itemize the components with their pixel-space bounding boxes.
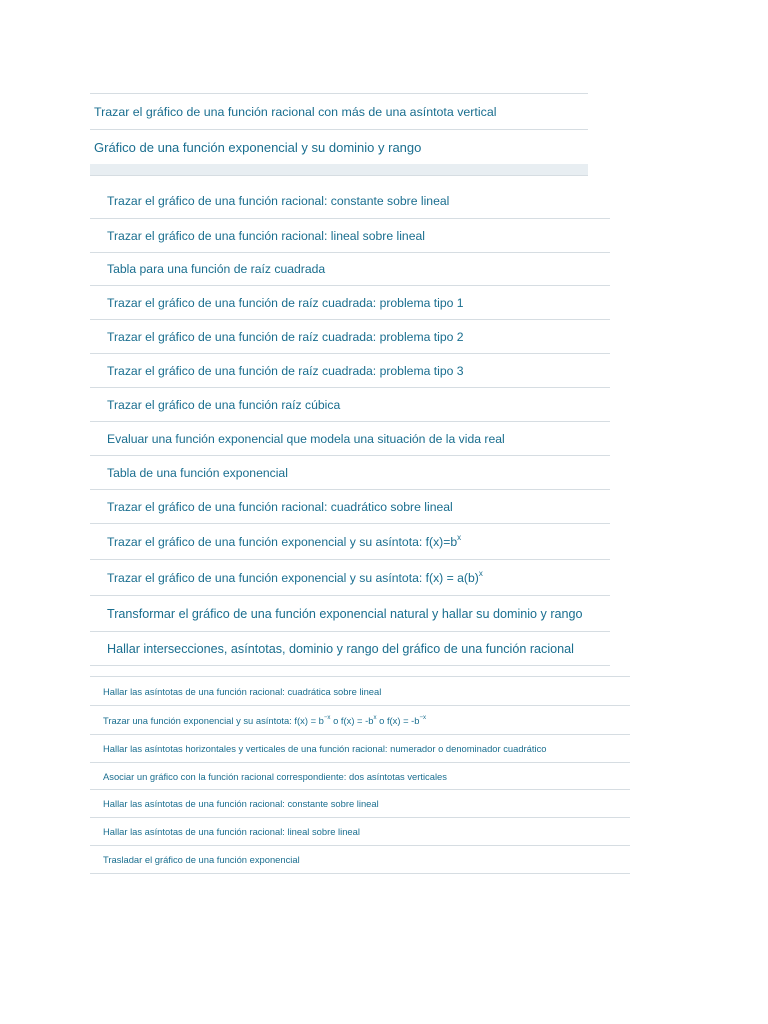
topic-link-grafico-exponencial-dominio[interactable] xyxy=(90,130,588,164)
topic-link[interactable] xyxy=(90,596,610,631)
topic-label: Tabla de una función exponencial xyxy=(107,465,288,480)
topic-label: Asociar un gráfico con la función racional correspondiente: dos asíntotas verticales xyxy=(103,770,447,782)
topic-label: Trazar el gráfico de una función racional: cuadrático sobre lineal xyxy=(107,499,453,514)
topic-list-top xyxy=(90,93,588,177)
topic-link[interactable] xyxy=(90,490,610,523)
topic-link[interactable] xyxy=(90,524,610,559)
topic-link[interactable] xyxy=(90,677,630,705)
topic-link[interactable] xyxy=(90,818,630,845)
topic-label: Tabla para una función de raíz cuadrada xyxy=(107,262,326,276)
topic-label: Hallar las asíntotas horizontales y verticales de una función racional: numerador o denominador cuadrático xyxy=(103,743,547,754)
topic-label: Trazar el gráfico de una función exponencial y su asíntota: $f(x) = a(b)^x$ xyxy=(107,568,483,585)
topic-label: Evaluar una función exponencial que modela una situación de la vida real xyxy=(107,431,505,446)
topic-list-bottom xyxy=(90,676,630,874)
topic-label: Trasladar el gráfico de una función exponencial xyxy=(103,854,300,865)
topic-link[interactable] xyxy=(90,763,630,789)
topic-label: Hallar las asíntotas de una función racional: lineal sobre lineal xyxy=(103,826,360,837)
topic-label: Hallar intersecciones, asíntotas, dominio y rango del gráfico de una función racional xyxy=(107,641,574,656)
topic-link[interactable] xyxy=(90,253,610,285)
topic-label: Hallar las asíntotas de una función racional: constante sobre lineal xyxy=(103,798,379,809)
topic-label: Trazar el gráfico de una función racional con más de una asíntota vertical xyxy=(94,104,497,119)
topic-link[interactable] xyxy=(90,456,610,489)
topic-link[interactable] xyxy=(90,354,610,387)
topic-link-racional-mas-asintotas[interactable] xyxy=(90,94,588,129)
topic-label: Trazar el gráfico de una función racional: constante sobre lineal xyxy=(107,194,450,208)
divider xyxy=(90,665,610,666)
topic-link[interactable] xyxy=(90,846,630,873)
topic-label: Trazar el gráfico de una función de raíz cuadrada: problema tipo 3 xyxy=(107,363,464,378)
section-band xyxy=(90,164,588,176)
topic-link[interactable] xyxy=(90,286,610,319)
topic-link[interactable] xyxy=(90,320,610,353)
topic-label: Trazar el gráfico de una función racional: lineal sobre lineal xyxy=(107,228,425,243)
topic-label: Trazar el gráfico de una función de raíz cuadrada: problema tipo 1 xyxy=(107,295,464,310)
topic-label: Transformar el gráfico de una función exponencial natural y hallar su dominio y rango xyxy=(107,606,583,621)
topic-link[interactable] xyxy=(90,632,610,665)
topic-link[interactable] xyxy=(90,790,630,817)
topic-list-middle xyxy=(90,184,610,666)
topic-label: Trazar una función exponencial y su asíntota: $f(x) = b^{-x}$ o $f(x) = -b^x$ o $f(x) = -b^{-x}$ xyxy=(103,713,427,726)
topic-label: Trazar el gráfico de una función exponencial y su asíntota: $f(x)=b^x$ xyxy=(107,532,462,549)
topic-link[interactable] xyxy=(90,219,610,252)
topic-label: Trazar el gráfico de una función raíz cúbica xyxy=(107,397,341,412)
topic-label: Trazar el gráfico de una función de raíz cuadrada: problema tipo 2 xyxy=(107,329,464,344)
topic-link[interactable] xyxy=(90,735,630,762)
topic-link[interactable] xyxy=(90,422,610,455)
topic-label: Gráfico de una función exponencial y su dominio y rango xyxy=(94,139,422,155)
topic-label: Hallar las asíntotas de una función racional: cuadrática sobre lineal xyxy=(103,685,382,697)
topic-link[interactable] xyxy=(90,706,630,734)
topic-link[interactable] xyxy=(90,560,610,595)
divider xyxy=(90,873,630,874)
topic-link[interactable] xyxy=(90,388,610,421)
topic-link[interactable] xyxy=(90,184,610,218)
